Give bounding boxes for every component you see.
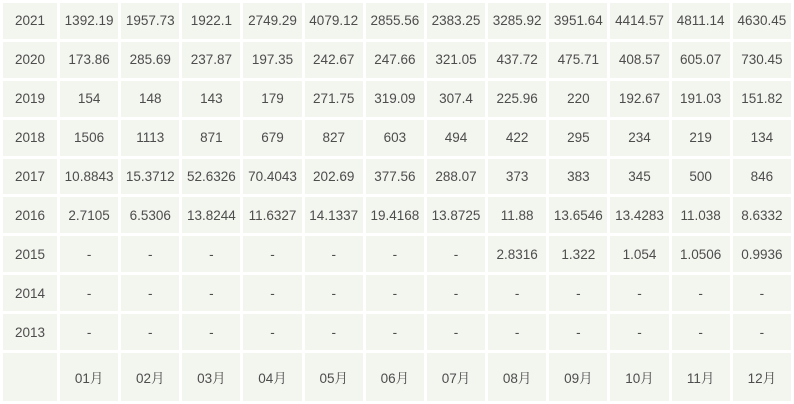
table-cell: 605.07 (672, 42, 730, 78)
table-cell: 0.9936 (733, 236, 791, 272)
table-cell: 4811.14 (672, 3, 730, 39)
table-cell: - (366, 314, 424, 350)
table-cell: 4414.57 (610, 3, 668, 39)
table-cell: 437.72 (488, 42, 546, 78)
row-header-year: 2020 (3, 42, 57, 78)
table-cell: - (549, 275, 607, 311)
column-header-month: 08月 (488, 353, 546, 401)
table-cell: 70.4043 (243, 159, 301, 195)
table-cell: 197.35 (243, 42, 301, 78)
table-cell: 19.4168 (366, 197, 424, 233)
table-cell: 500 (672, 159, 730, 195)
row-header-year: 2014 (3, 275, 57, 311)
column-header-month: 10月 (610, 353, 668, 401)
table-cell: - (121, 275, 179, 311)
table-cell: - (610, 314, 668, 350)
table-cell: 219 (672, 120, 730, 156)
table-cell: 134 (733, 120, 791, 156)
table-cell: 13.8244 (182, 197, 240, 233)
table-cell: - (610, 275, 668, 311)
table-cell: 3285.92 (488, 3, 546, 39)
table-cell: 475.71 (549, 42, 607, 78)
table-cell: 3951.64 (549, 3, 607, 39)
column-header-month: 09月 (549, 353, 607, 401)
table-cell: - (733, 275, 791, 311)
table-cell: - (427, 236, 485, 272)
table-cell: 408.57 (610, 42, 668, 78)
table-cell: 603 (366, 120, 424, 156)
column-header-month: 11月 (672, 353, 730, 401)
table-cell: 247.66 (366, 42, 424, 78)
table-cell: 307.4 (427, 81, 485, 117)
table-cell: 271.75 (305, 81, 363, 117)
table-cell: 10.8843 (60, 159, 118, 195)
table-cell: 285.69 (121, 42, 179, 78)
table-cell: - (672, 314, 730, 350)
table-cell: 1.054 (610, 236, 668, 272)
column-header-month: 03月 (182, 353, 240, 401)
table-cell: 242.67 (305, 42, 363, 78)
table-cell: 11.88 (488, 197, 546, 233)
table-cell: - (121, 314, 179, 350)
table-cell: - (243, 314, 301, 350)
table-row-2021 (3, 3, 791, 39)
table-row-2020 (3, 42, 791, 78)
column-header-month: 04月 (243, 353, 301, 401)
table-cell: 494 (427, 120, 485, 156)
table-cell: 1957.73 (121, 3, 179, 39)
table-cell: 13.8725 (427, 197, 485, 233)
table-cell: 373 (488, 159, 546, 195)
table-cell: 52.6326 (182, 159, 240, 195)
table-cell: 192.67 (610, 81, 668, 117)
table-cell: 377.56 (366, 159, 424, 195)
table-cell: 2855.56 (366, 3, 424, 39)
table-cell: 2749.29 (243, 3, 301, 39)
table-cell: 422 (488, 120, 546, 156)
table-cell: 4079.12 (305, 3, 363, 39)
column-header-month: 05月 (305, 353, 363, 401)
table-cell: 730.45 (733, 42, 791, 78)
column-header-month: 06月 (366, 353, 424, 401)
table-cell: 179 (243, 81, 301, 117)
table-cell: 1.322 (549, 236, 607, 272)
table-cell: 148 (121, 81, 179, 117)
table-cell: 846 (733, 159, 791, 195)
table-cell: 154 (60, 81, 118, 117)
table-cell: - (733, 314, 791, 350)
table-cell: 321.05 (427, 42, 485, 78)
column-header-month: 12月 (733, 353, 791, 401)
column-header-month: 07月 (427, 353, 485, 401)
table-cell: 679 (243, 120, 301, 156)
table-cell: 143 (182, 81, 240, 117)
table-cell: - (182, 314, 240, 350)
table-cell: - (121, 236, 179, 272)
table-cell: 827 (305, 120, 363, 156)
table-cell: - (243, 236, 301, 272)
column-header-month: 02月 (121, 353, 179, 401)
table-cell: 11.6327 (243, 197, 301, 233)
table-cell: - (305, 314, 363, 350)
column-header-month: 01月 (60, 353, 118, 401)
table-cell: 4630.45 (733, 3, 791, 39)
table-cell: - (488, 314, 546, 350)
corner-cell (3, 353, 57, 401)
table-cell: 8.6332 (733, 197, 791, 233)
table-row-2016 (3, 197, 791, 233)
row-header-year: 2021 (3, 3, 57, 39)
table-row-2015 (3, 236, 791, 272)
table-cell: 2.7105 (60, 197, 118, 233)
table-cell: - (182, 236, 240, 272)
table-cell: 191.03 (672, 81, 730, 117)
row-header-year: 2013 (3, 314, 57, 350)
table-cell: 237.87 (182, 42, 240, 78)
table-cell: 11.038 (672, 197, 730, 233)
table-cell: 383 (549, 159, 607, 195)
table-cell: 202.69 (305, 159, 363, 195)
table-cell: 2383.25 (427, 3, 485, 39)
table-cell: - (60, 314, 118, 350)
row-header-year: 2019 (3, 81, 57, 117)
table-cell: 288.07 (427, 159, 485, 195)
table-cell: 2.8316 (488, 236, 546, 272)
table-cell: - (305, 236, 363, 272)
row-header-year: 2015 (3, 236, 57, 272)
table-cell: - (672, 275, 730, 311)
table-cell: 14.1337 (305, 197, 363, 233)
table-cell: - (243, 275, 301, 311)
table-cell: 225.96 (488, 81, 546, 117)
table-cell: 151.82 (733, 81, 791, 117)
table-row-2013 (3, 314, 791, 350)
table-row-2019 (3, 81, 791, 117)
table-cell: - (549, 314, 607, 350)
row-header-year: 2016 (3, 197, 57, 233)
table-cell: - (60, 236, 118, 272)
table-cell: 220 (549, 81, 607, 117)
table-cell: - (60, 275, 118, 311)
table-body (3, 3, 791, 401)
table-cell: 15.3712 (121, 159, 179, 195)
table-cell: 1922.1 (182, 3, 240, 39)
table-cell: 1506 (60, 120, 118, 156)
table-cell: 319.09 (366, 81, 424, 117)
column-header-row (3, 353, 791, 401)
row-header-year: 2017 (3, 159, 57, 195)
table-row-2014 (3, 275, 791, 311)
table-row-2018 (3, 120, 791, 156)
table-cell: 1113 (121, 120, 179, 156)
table-cell: - (366, 275, 424, 311)
table-cell: - (488, 275, 546, 311)
table-cell: 871 (182, 120, 240, 156)
table-cell: - (305, 275, 363, 311)
table-cell: - (427, 275, 485, 311)
table-cell: 295 (549, 120, 607, 156)
table-cell: 173.86 (60, 42, 118, 78)
table-cell: 13.4283 (610, 197, 668, 233)
table-cell: 6.5306 (121, 197, 179, 233)
table-cell: 234 (610, 120, 668, 156)
table-cell: - (182, 275, 240, 311)
table-cell: - (366, 236, 424, 272)
row-header-year: 2018 (3, 120, 57, 156)
table-cell: 1392.19 (60, 3, 118, 39)
table-cell: 345 (610, 159, 668, 195)
table-cell: 13.6546 (549, 197, 607, 233)
table-row-2017 (3, 159, 791, 195)
table-cell: 1.0506 (672, 236, 730, 272)
table-cell: - (427, 314, 485, 350)
